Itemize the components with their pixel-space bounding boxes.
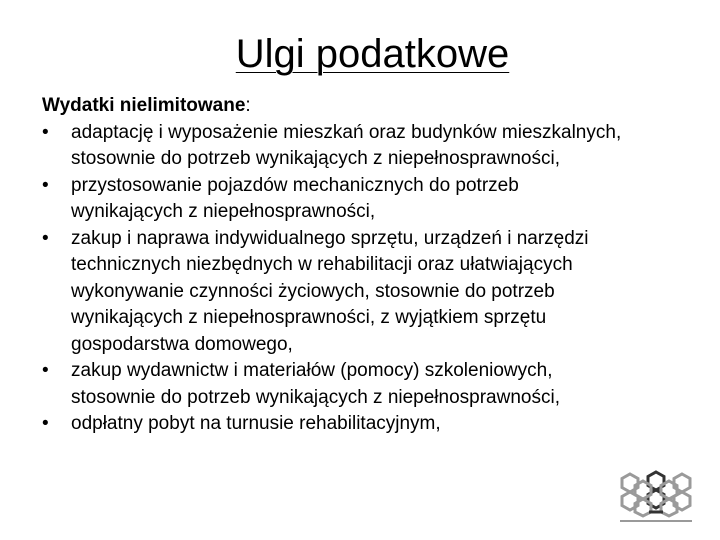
bullet-icon: • (42, 174, 49, 196)
list-item (42, 120, 702, 173)
hexagon-molecule-logo-icon (616, 470, 696, 526)
list-item-line: stosownie do potrzeb wynikających z niepełnosprawności, (71, 148, 560, 169)
section-heading-bold: Wydatki nielimitowane (42, 95, 246, 116)
bullet-list (42, 120, 702, 438)
list-item-line: zakup wydawnictw i materiałów (pomocy) szkoleniowych, (71, 360, 553, 381)
list-item-line: adaptację i wyposażenie mieszkań oraz budynków mieszkalnych, (71, 121, 622, 143)
list-item-line: gospodarstwa domowego, (71, 333, 293, 355)
list-item-line: wynikających z niepełnosprawności, (71, 201, 376, 222)
list-item-line: wynikających z niepełnosprawności, z wyjątkiem sprzętu (71, 307, 547, 328)
list-item-line: zakup i naprawa indywidualnego sprzętu, urządzeń i narzędzi (71, 227, 589, 249)
slide-content (42, 93, 702, 438)
list-item-line: technicznych niezbędnych w rehabilitacji oraz ułatwiających (71, 254, 573, 275)
list-item (42, 358, 702, 411)
list-item-line: odpłatny pobyt na turnusie rehabilitacyjnym, (71, 413, 441, 434)
list-item (42, 226, 702, 359)
bullet-icon: • (42, 227, 49, 249)
bullet-icon: • (42, 413, 49, 434)
list-item-line: przystosowanie pojazdów mechanicznych do potrzeb (71, 174, 519, 196)
list-item-line: stosownie do potrzeb wynikających z niepełnosprawności, (71, 386, 560, 408)
bullet-icon: • (42, 121, 49, 143)
bullet-icon: • (42, 360, 49, 381)
list-item (42, 411, 702, 438)
section-heading (42, 93, 702, 120)
list-item-line: wykonywanie czynności życiowych, stosownie do potrzeb (71, 280, 555, 302)
list-item (42, 173, 702, 226)
slide-title: Ulgi podatkowe (235, 32, 510, 76)
section-heading-suffix: : (245, 95, 251, 116)
